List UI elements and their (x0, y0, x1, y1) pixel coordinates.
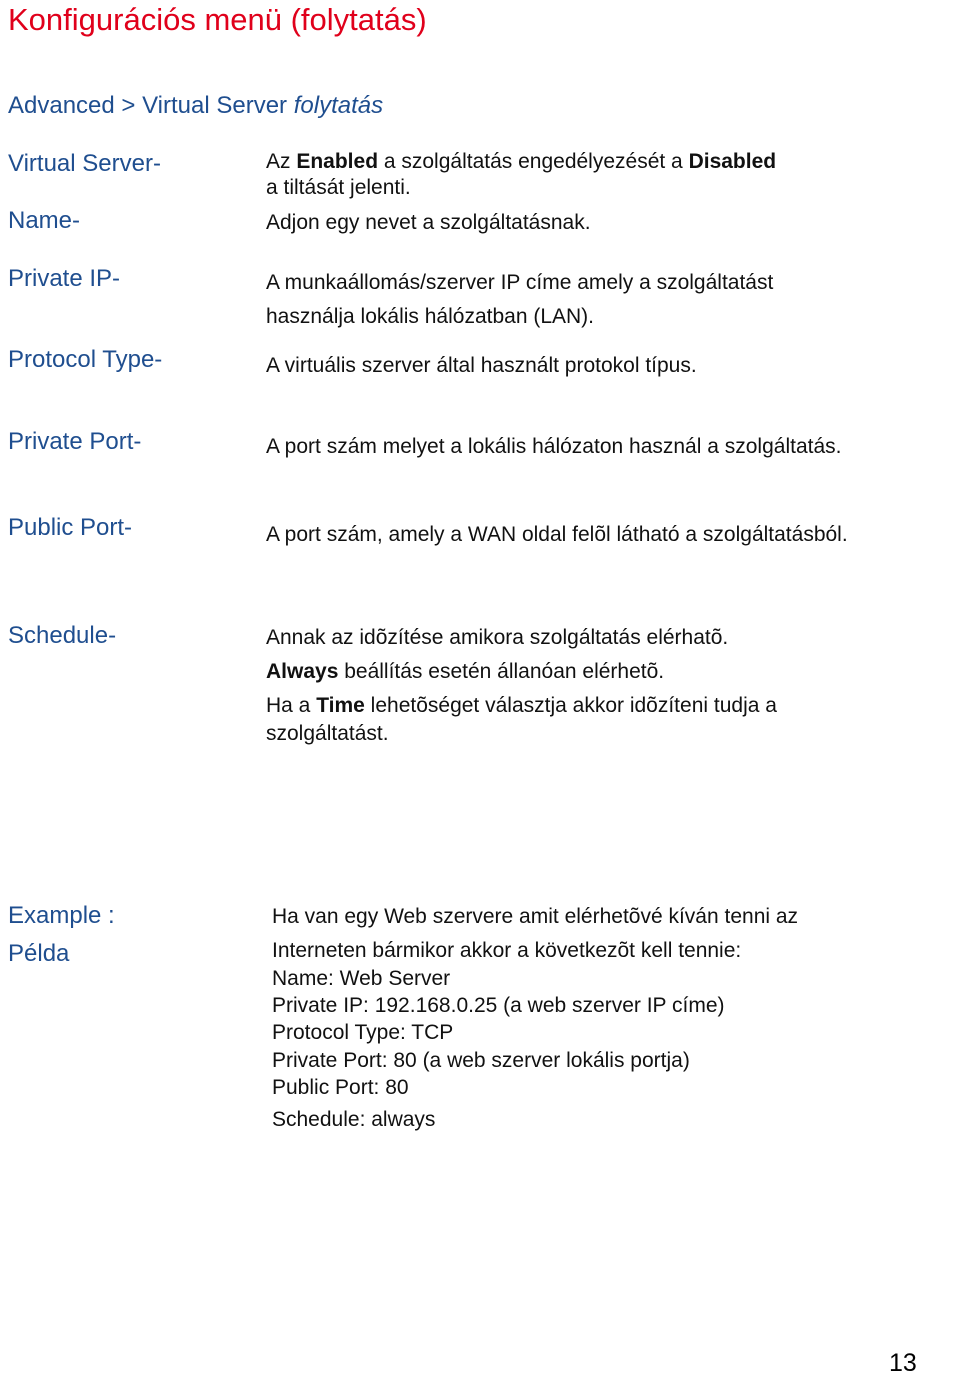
section-breadcrumb (8, 92, 383, 120)
schedule-desc-line2: Always beállítás esetén állanóan elérhetõ. (266, 660, 665, 683)
example-line: Public Port: 80 (272, 1076, 409, 1099)
schedule-desc-line4: szolgáltatást. (266, 722, 389, 745)
example-line: Ha van egy Web szervere amit elérhetõvé kíván tenni az (272, 905, 799, 928)
breadcrumb-main: Advanced > Virtual Server (8, 92, 294, 119)
virtual-server-desc-line1: Az Enabled a szolgáltatás engedélyezését a Disabled (266, 150, 777, 173)
example-label-hungarian: Példa (8, 940, 70, 967)
example-line: Protocol Type: TCP (272, 1021, 454, 1044)
example-line: Private Port: 80 (a web szerver lokális portja) (272, 1049, 690, 1072)
example-line: Name: Web Server (272, 967, 451, 990)
virtual-server-description (266, 147, 776, 203)
example-line: Schedule: always (272, 1108, 436, 1131)
private-ip-description (266, 268, 773, 332)
enabled-keyword: Enabled (296, 150, 379, 173)
always-keyword: Always (266, 660, 339, 683)
schedule-desc-line3: Ha a Time lehetõséget választja akkor idõzíteni tudja a (266, 694, 777, 717)
disabled-keyword: Disabled (688, 150, 777, 173)
protocol-type-description: A virtuális szerver által használt protokol típus. (266, 354, 697, 377)
private-ip-desc-line2: használja lokális hálózatban (LAN). (266, 305, 595, 328)
breadcrumb-continuation: folytatás (293, 92, 384, 119)
private-port-description: A port szám melyet a lokális hálózaton használ a szolgáltatás. (266, 435, 842, 458)
schedule-description (266, 621, 777, 751)
private-ip-label: Private IP- (8, 265, 121, 292)
protocol-type-label: Protocol Type- (8, 346, 163, 373)
name-label: Name- (8, 207, 81, 234)
virtual-server-desc-line2: a tiltását jelenti. (266, 176, 411, 199)
page-number: 13 (889, 1349, 917, 1377)
example-label: Example : (8, 902, 115, 929)
schedule-desc-line1: Annak az idõzítése amikora szolgáltatás elérhatõ. (266, 626, 729, 649)
name-description: Adjon egy nevet a szolgáltatásnak. (266, 211, 591, 234)
private-ip-desc-line1: A munkaállomás/szerver IP címe amely a szolgáltatást (266, 271, 774, 294)
virtual-server-label: Virtual Server- (8, 150, 161, 177)
private-port-label: Private Port- (8, 428, 142, 455)
time-keyword: Time (316, 694, 365, 717)
schedule-label: Schedule- (8, 622, 117, 649)
public-port-label: Public Port- (8, 514, 133, 541)
example-line: Private IP: 192.168.0.25 (a web szerver IP címe) (272, 994, 725, 1017)
example-line: Interneten bármikor akkor a következõt kell tennie: (272, 939, 742, 962)
public-port-description: A port szám, amely a WAN oldal felõl látható a szolgáltatásból. (266, 523, 848, 546)
page-title: Konfigurációs menü (folytatás) (8, 2, 427, 37)
